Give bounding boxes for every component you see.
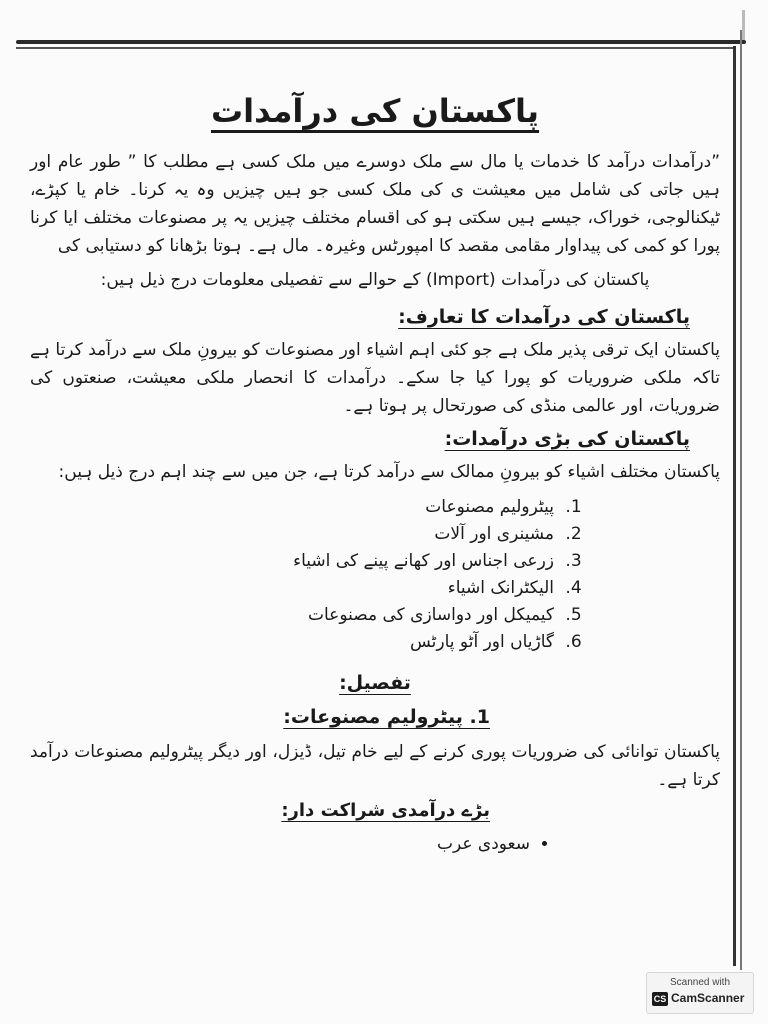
page-border-top [16,40,746,44]
list-item: 3. زرعی اجناس اور کھانے پینے کی اشیاء [30,548,560,575]
major-imports-text: پاکستان مختلف اشیاء کو بیرونِ ممالک سے درآمد کرتا ہے، جن میں سے چند اہم درج ذیل ہیں: [58,462,720,482]
partners-list [30,831,720,858]
section-heading-intro: پاکستان کی درآمدات کا تعارف: [398,306,690,328]
partners-heading [30,800,720,821]
partners-heading-text: بڑے درآمدی شراکت دار: [281,800,490,821]
list-item: 6. گاڑیاں اور آٹو پارٹس [30,629,560,656]
watermark-app-name: CamScanner [671,991,745,1005]
camscanner-logo-icon: CS [653,994,667,1004]
page-title: پاکستان کی درآمدات [210,92,540,130]
scan-edge-mark [742,10,745,40]
list-item: 2. مشینری اور آلات [30,521,560,548]
intro-section-text: پاکستان ایک ترقی پذیر ملک ہے جو کئی اہم اشیاء اور مصنوعات کو بیرونِ ملک سے درآمد کرتا ہے تاکہ ملکی ضروریات کو پورا کیا جا سکے۔ درآمدات کا انحصار ملکی معیشت، صنعتوں کی ضروریات، اور عالمی منڈی کی صورتحال پر ہوتا ہے۔ [30,340,720,416]
list-item: 1. پیٹرولیم مصنوعات [30,494,560,521]
intro-paragraph: ”درآمدات درآمد کا خدمات یا مال سے ملک دوسرے میں ملک کسی ہے مطلب کا ” طور عام اور ہیں جاتی کی شامل میں معیشت ی کی ملک کسی جو ہیں چیزیں وہ یہ کرنا۔ خام یا کپڑے، ٹیکنالوجی، خوراک، جیسے ہیں سکتی ہو کی اقسام مختلف چیزیں یہ پر مصنوعات مختلف ایا کرنا پورا کو کمی کی پیداوار مقامی مقصد کا امپورٹس وغیرہ۔ مال ہے۔ ہوتا بڑھانا کو دستیابی کی [30,152,720,256]
section-heading-major-imports: پاکستان کی بڑی درآمدات: [444,428,690,450]
page-border-right-outer [740,30,742,970]
page-border-right [733,46,736,966]
petroleum-heading-text: 1. پیٹرولیم مصنوعات: [283,706,490,728]
watermark-caption: Scanned with [669,977,731,988]
list-item: 4. الیکٹرانک اشیاء [30,575,560,602]
petroleum-heading [30,706,720,728]
major-imports-list [30,494,720,656]
page-border-top-inner [16,47,734,49]
camscanner-watermark [646,972,754,1014]
import-line: پاکستان کی درآمدات (Import) کے حوالے سے تفصیلی معلومات درج ذیل ہیں: [100,270,650,290]
document-content [30,92,720,858]
list-item: • سعودی عرب [30,831,530,858]
list-item: 5. کیمیکل اور دواسازی کی مصنوعات [30,602,560,629]
details-heading: تفصیل: [339,672,411,694]
petroleum-text: پاکستان توانائی کی ضروریات پوری کرنے کے لیے خام تیل، ڈیزل، اور دیگر پیٹرولیم مصنوعات درآمد کرتا ہے۔ [30,742,720,790]
